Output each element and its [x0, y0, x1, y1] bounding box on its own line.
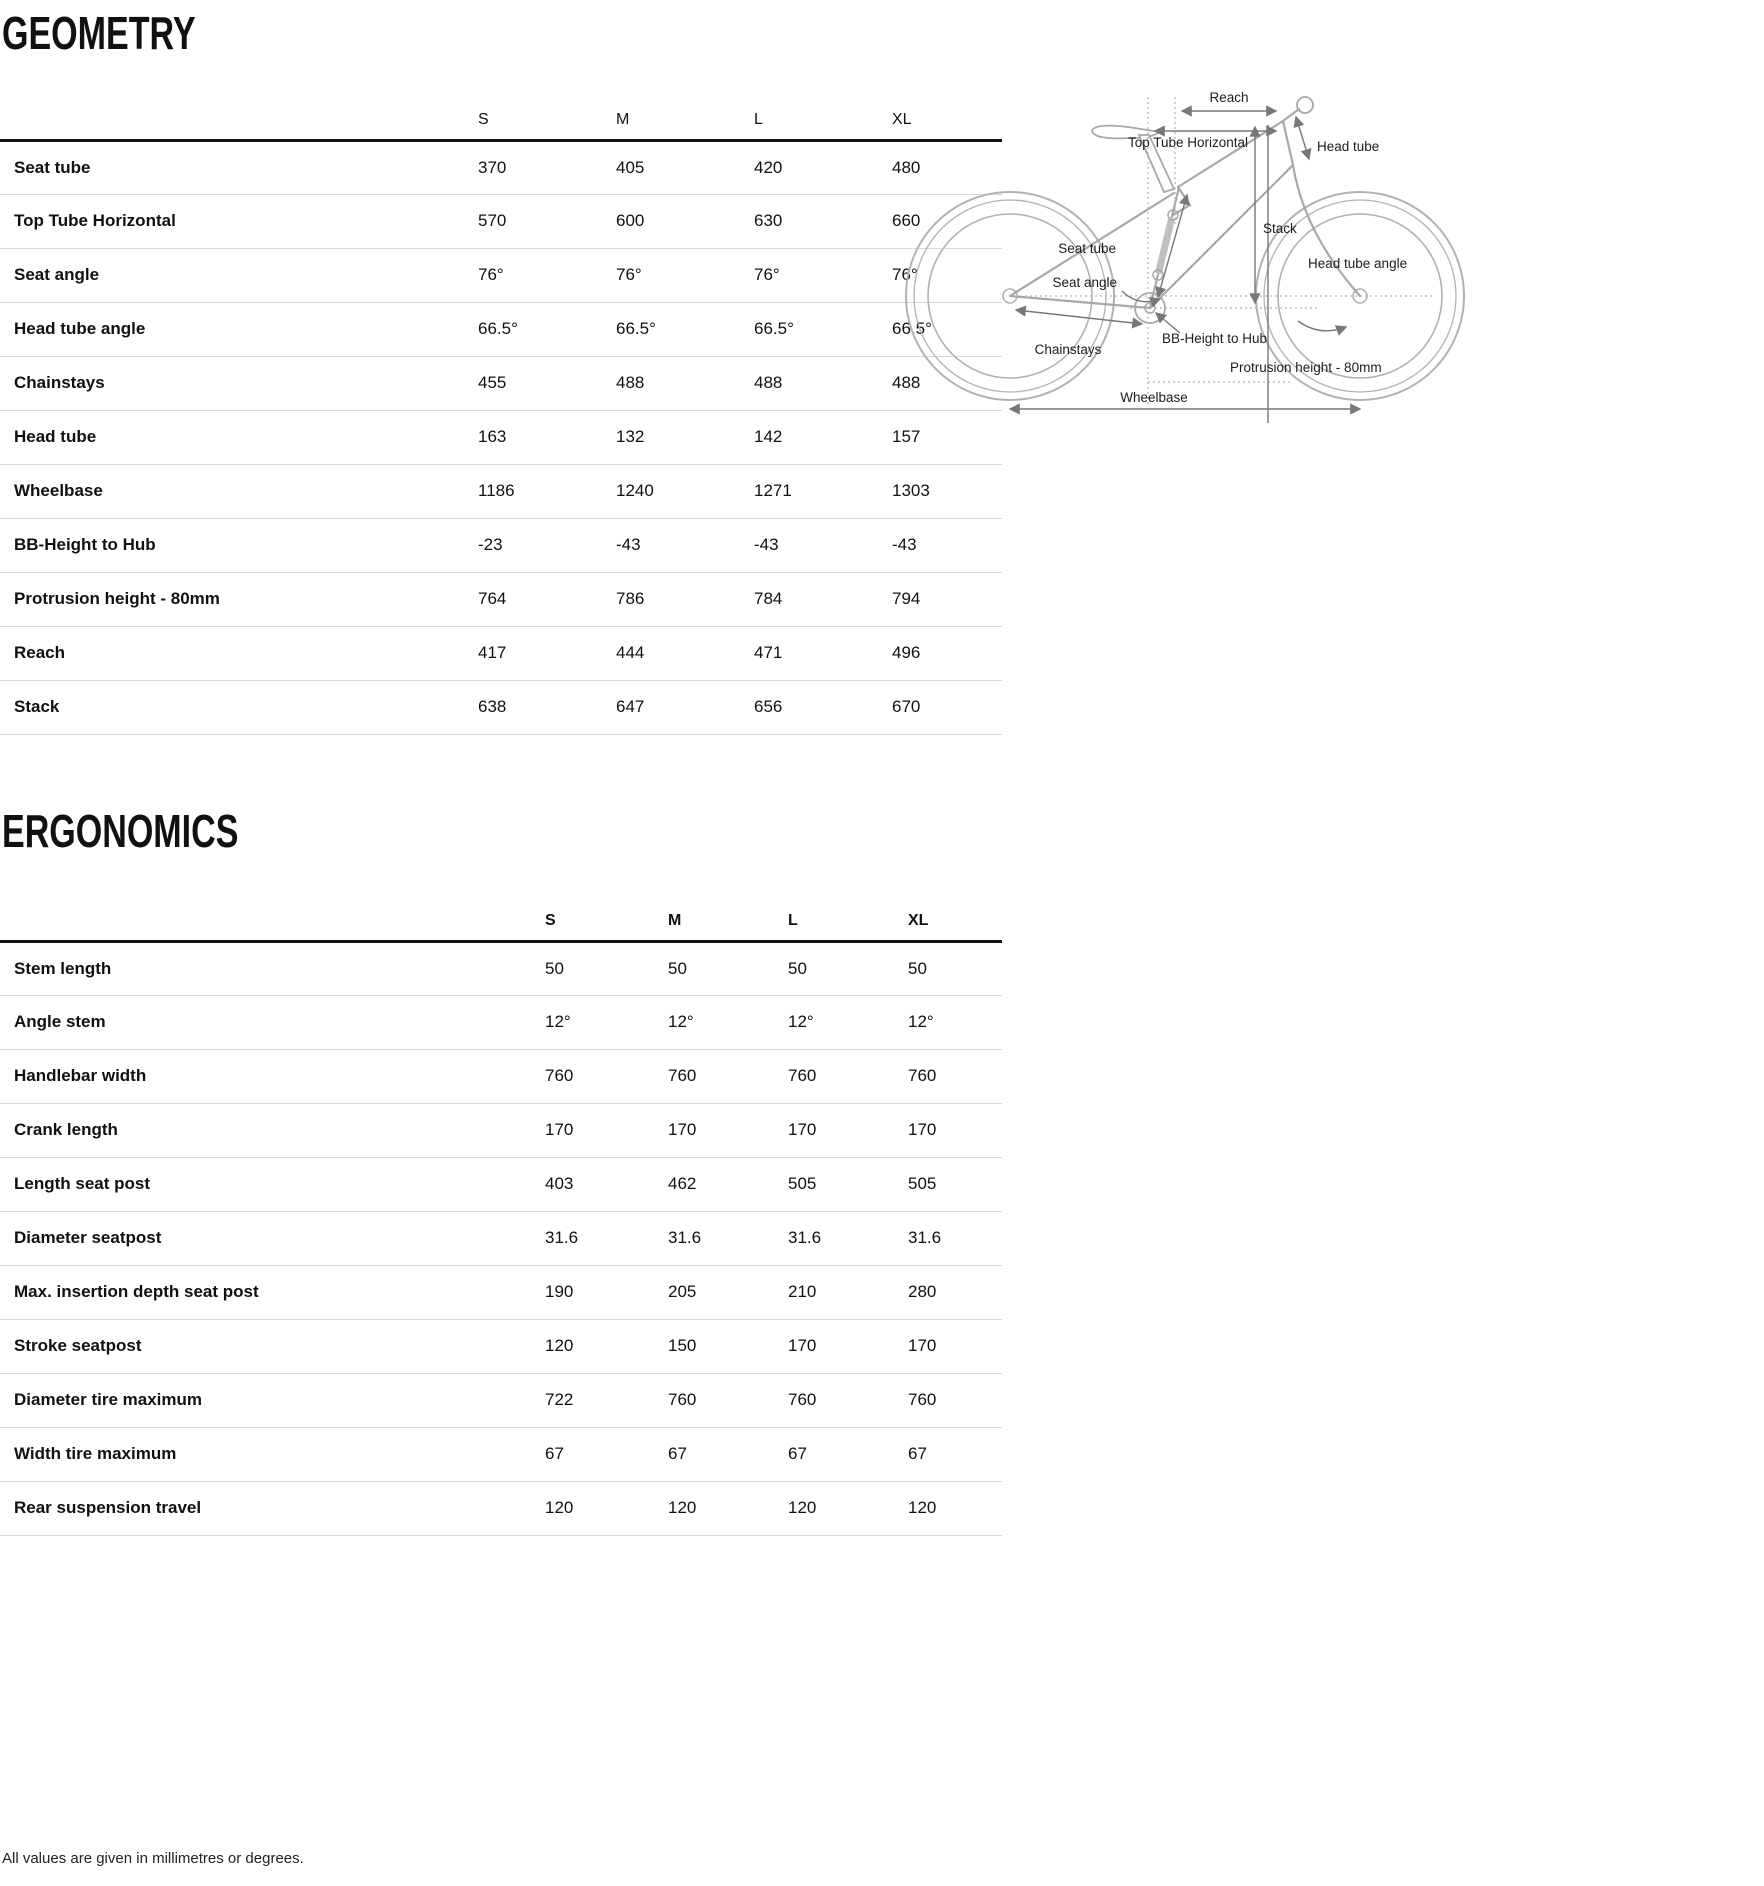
ergonomics-value-l: 760: [788, 1390, 817, 1409]
table-row: [0, 1157, 1002, 1211]
ergonomics-col-header-l: L: [788, 911, 798, 929]
geometry-value-s: 370: [478, 157, 507, 177]
ergonomics-table: [0, 890, 1002, 1536]
geometry-value-xl: 480: [892, 157, 921, 177]
geometry-row-label: Head tube angle: [14, 319, 146, 338]
bb-height-to-hub-label: BB-Height to Hub: [1162, 331, 1268, 346]
table-row: [0, 626, 1002, 680]
geometry-value-xl: 794: [892, 589, 921, 608]
geometry-value-s: 66.5°: [478, 319, 518, 338]
geometry-col-header-xl: XL: [892, 110, 912, 128]
geometry-value-m: 132: [616, 427, 645, 446]
ergonomics-value-xl: 280: [908, 1282, 937, 1301]
table-row: [0, 572, 1002, 626]
ergonomics-value-m: 120: [668, 1498, 697, 1517]
ergonomics-row-label: Diameter seatpost: [14, 1228, 162, 1247]
ergonomics-value-l: 210: [788, 1282, 817, 1301]
geometry-value-l: 142: [754, 427, 783, 446]
geometry-value-l: 420: [754, 157, 783, 177]
geometry-value-m: 405: [616, 157, 645, 177]
ergonomics-value-l: 50: [788, 958, 807, 978]
geometry-value-l: 784: [754, 589, 783, 608]
ergonomics-row-label: Width tire maximum: [14, 1444, 177, 1463]
table-row: [0, 1049, 1002, 1103]
ergonomics-col-header-s: S: [545, 911, 556, 929]
geometry-value-s: 638: [478, 697, 507, 716]
ergonomics-value-s: 120: [545, 1336, 574, 1355]
ergonomics-value-m: 150: [668, 1336, 697, 1355]
ergonomics-col-header-m: M: [668, 911, 682, 929]
ergonomics-value-xl: 505: [908, 1174, 937, 1193]
ergonomics-col-header-xl: XL: [908, 911, 929, 929]
ergonomics-value-s: 120: [545, 1498, 574, 1517]
geometry-value-m: 488: [616, 373, 645, 392]
geometry-value-xl: 660: [892, 211, 921, 230]
geometry-value-xl: 670: [892, 697, 921, 716]
ergonomics-value-xl: 760: [908, 1390, 937, 1409]
geometry-value-m: -43: [616, 535, 641, 554]
ergonomics-value-xl: 120: [908, 1498, 937, 1517]
geometry-row-label: Chainstays: [14, 373, 105, 392]
ergonomics-value-s: 12°: [545, 1012, 571, 1031]
geometry-col-header-s: S: [478, 110, 489, 128]
ergonomics-value-m: 462: [668, 1174, 697, 1193]
table-row: [0, 1373, 1002, 1427]
table-row: [0, 995, 1002, 1049]
wheelbase-label: Wheelbase: [1120, 390, 1188, 405]
table-row: [0, 248, 1002, 302]
ergonomics-table-header: [0, 890, 1002, 941]
diagram-labels: [1035, 90, 1407, 405]
table-row: [0, 1319, 1002, 1373]
geometry-value-xl: 66.5°: [892, 319, 932, 338]
geometry-value-m: 786: [616, 589, 645, 608]
geometry-value-l: 656: [754, 697, 783, 716]
ergonomics-value-l: 505: [788, 1174, 817, 1193]
ergonomics-value-l: 12°: [788, 1012, 814, 1031]
geometry-value-xl: 76°: [892, 265, 918, 284]
units-footnote: All values are given in millimetres or degrees.: [2, 1850, 304, 1867]
ergonomics-header-blank: [0, 890, 545, 941]
geometry-value-s: 764: [478, 589, 507, 608]
geometry-row-label: Seat angle: [14, 265, 100, 284]
geometry-value-s: 455: [478, 373, 507, 392]
geometry-value-l: 1271: [754, 481, 792, 500]
geometry-row-label: Protrusion height - 80mm: [14, 589, 220, 608]
geometry-value-m: 76°: [616, 265, 642, 284]
table-row: [0, 1427, 1002, 1481]
geometry-col-header-l: L: [754, 110, 763, 128]
table-row: [0, 302, 1002, 356]
geometry-section-title: GEOMETRY: [2, 7, 196, 59]
geometry-row-label: Wheelbase: [14, 481, 103, 500]
table-row: [0, 941, 1002, 995]
geometry-header-blank: [0, 96, 478, 140]
table-row: [0, 410, 1002, 464]
table-row: [0, 1211, 1002, 1265]
geometry-value-s: 417: [478, 643, 507, 662]
geometry-value-m: 1240: [616, 481, 654, 500]
ergonomics-value-m: 50: [668, 958, 687, 978]
geometry-value-xl: 488: [892, 373, 921, 392]
ergonomics-value-xl: 67: [908, 1444, 927, 1463]
geometry-value-m: 444: [616, 643, 645, 662]
ergonomics-value-s: 760: [545, 1066, 574, 1085]
ergonomics-value-l: 67: [788, 1444, 807, 1463]
table-row: [0, 518, 1002, 572]
ergonomics-row-label: Crank length: [14, 1120, 118, 1139]
ergonomics-value-l: 170: [788, 1120, 817, 1139]
geometry-value-s: 1186: [478, 481, 515, 500]
chainstays-label: Chainstays: [1034, 342, 1102, 357]
ergonomics-value-s: 50: [545, 958, 564, 978]
geometry-table: [0, 96, 1002, 735]
ergonomics-value-xl: 12°: [908, 1012, 934, 1031]
table-row: [0, 1103, 1002, 1157]
geometry-value-m: 600: [616, 211, 645, 230]
reach-label: Reach: [1209, 90, 1249, 105]
ergonomics-value-l: 760: [788, 1066, 817, 1085]
table-row: [0, 356, 1002, 410]
ergonomics-value-xl: 31.6: [908, 1228, 942, 1247]
geometry-value-s: 570: [478, 211, 507, 230]
table-row: [0, 140, 1002, 194]
ergonomics-value-l: 31.6: [788, 1228, 822, 1247]
ergonomics-value-m: 12°: [668, 1012, 694, 1031]
ergonomics-row-label: Stroke seatpost: [14, 1336, 142, 1355]
ergonomics-value-l: 170: [788, 1336, 817, 1355]
seat-tube-label: Seat tube: [1058, 241, 1116, 256]
geometry-table-body: [0, 140, 1002, 734]
protrusion-height-label: Protrusion height - 80mm: [1230, 360, 1382, 375]
ergonomics-row-label: Max. insertion depth seat post: [14, 1282, 259, 1301]
ergonomics-value-s: 190: [545, 1282, 574, 1301]
geometry-value-s: 163: [478, 427, 507, 446]
geometry-row-label: Stack: [14, 697, 60, 716]
ergonomics-value-s: 403: [545, 1174, 574, 1193]
ergonomics-table-body: [0, 941, 1002, 1535]
geometry-value-xl: 496: [892, 643, 921, 662]
ergonomics-row-label: Angle stem: [14, 1012, 106, 1031]
geometry-header-row: [0, 96, 1002, 140]
geometry-value-l: 488: [754, 373, 783, 392]
geometry-row-label: Seat tube: [14, 157, 91, 177]
geometry-value-l: 630: [754, 211, 783, 230]
geometry-value-l: 76°: [754, 265, 780, 284]
ergonomics-value-m: 31.6: [668, 1228, 702, 1247]
geometry-row-label: Head tube: [14, 427, 97, 446]
geometry-value-xl: 157: [892, 427, 921, 446]
geometry-value-m: 647: [616, 697, 645, 716]
ergonomics-value-xl: 50: [908, 958, 927, 978]
table-row: [0, 680, 1002, 734]
head-tube-label: Head tube: [1317, 139, 1380, 154]
ergonomics-value-s: 722: [545, 1390, 574, 1409]
table-row: [0, 1481, 1002, 1535]
ergonomics-value-m: 760: [668, 1066, 697, 1085]
seat-angle-label: Seat angle: [1052, 275, 1117, 290]
bike-geometry-diagram: [890, 75, 1480, 435]
ergonomics-row-label: Handlebar width: [14, 1066, 147, 1085]
ergonomics-row-label: Rear suspension travel: [14, 1498, 202, 1517]
ergonomics-row-label: Stem length: [14, 958, 112, 978]
geometry-value-l: -43: [754, 535, 779, 554]
geometry-value-m: 66.5°: [616, 319, 656, 338]
table-row: [0, 194, 1002, 248]
table-row: [0, 1265, 1002, 1319]
ergonomics-value-m: 205: [668, 1282, 697, 1301]
ergonomics-value-s: 31.6: [545, 1228, 579, 1247]
geometry-col-header-m: M: [616, 110, 630, 128]
ergonomics-section-title: ERGONOMICS: [2, 805, 239, 857]
ergonomics-value-xl: 170: [908, 1120, 937, 1139]
geometry-row-label: Reach: [14, 643, 66, 662]
geometry-value-l: 66.5°: [754, 319, 794, 338]
ergonomics-value-m: 170: [668, 1120, 697, 1139]
geometry-table-header: [0, 96, 1002, 140]
ergonomics-row-label: Diameter tire maximum: [14, 1390, 203, 1409]
geometry-row-label: BB-Height to Hub: [14, 535, 156, 554]
ergonomics-value-xl: 760: [908, 1066, 937, 1085]
ergonomics-value-m: 760: [668, 1390, 697, 1409]
geometry-value-s: 76°: [478, 265, 504, 284]
ergonomics-row-label: Length seat post: [14, 1174, 151, 1193]
stack-label: Stack: [1263, 221, 1297, 236]
geometry-row-label: Top Tube Horizontal: [14, 211, 176, 230]
head-tube-angle-label: Head tube angle: [1308, 256, 1408, 271]
ergonomics-value-s: 67: [545, 1444, 564, 1463]
top-tube-horizontal-label: Top Tube Horizontal: [1127, 135, 1249, 150]
geometry-value-xl: -43: [892, 535, 917, 554]
ergonomics-value-l: 120: [788, 1498, 817, 1517]
geometry-value-s: -23: [478, 535, 503, 554]
ergonomics-value-s: 170: [545, 1120, 574, 1139]
ergonomics-value-m: 67: [668, 1444, 687, 1463]
ergonomics-value-xl: 170: [908, 1336, 937, 1355]
geometry-value-l: 471: [754, 643, 783, 662]
geometry-value-xl: 1303: [892, 481, 930, 500]
ergonomics-header-row: [0, 890, 1002, 941]
table-row: [0, 464, 1002, 518]
